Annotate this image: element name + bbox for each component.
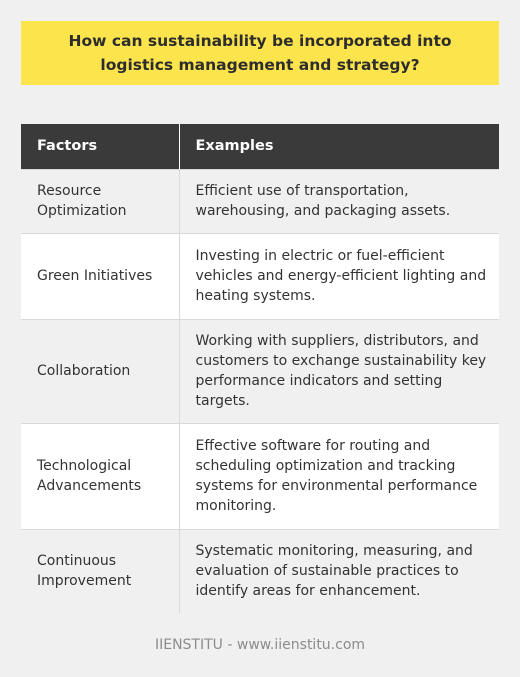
factor-cell: Continuous Improvement <box>21 529 179 613</box>
factors-table <box>21 124 499 613</box>
title-banner <box>21 21 499 85</box>
table-row <box>21 529 499 613</box>
example-cell: Working with suppliers, distributors, and customers to exchange sustainability key performance indicators and setting targets. <box>179 319 499 423</box>
table-row <box>21 423 499 529</box>
footer-credit: IIENSTITU - www.iienstitu.com <box>154 637 366 653</box>
factor-cell: Green Initiatives <box>21 233 179 319</box>
factor-cell: Collaboration <box>21 319 179 423</box>
table-header-row <box>21 124 499 169</box>
example-cell: Systematic monitoring, measuring, and evaluation of sustainable practices to identify areas for enhancement. <box>179 529 499 613</box>
table-row <box>21 319 499 423</box>
header-examples: Examples <box>179 124 499 169</box>
example-cell: Investing in electric or fuel-efficient vehicles and energy-efficient lighting and heating systems. <box>179 233 499 319</box>
factor-cell: Technological Advancements <box>21 423 179 529</box>
header-factors: Factors <box>21 124 179 169</box>
page-title: How can sustainability be incorporated into logistics management and strategy? <box>68 32 452 74</box>
table-row <box>21 233 499 319</box>
factor-cell: Resource Optimization <box>21 169 179 233</box>
example-cell: Effective software for routing and scheduling optimization and tracking systems for environmental performance monitoring. <box>179 423 499 529</box>
table-row <box>21 169 499 233</box>
example-cell: Efficient use of transportation, warehousing, and packaging assets. <box>179 169 499 233</box>
